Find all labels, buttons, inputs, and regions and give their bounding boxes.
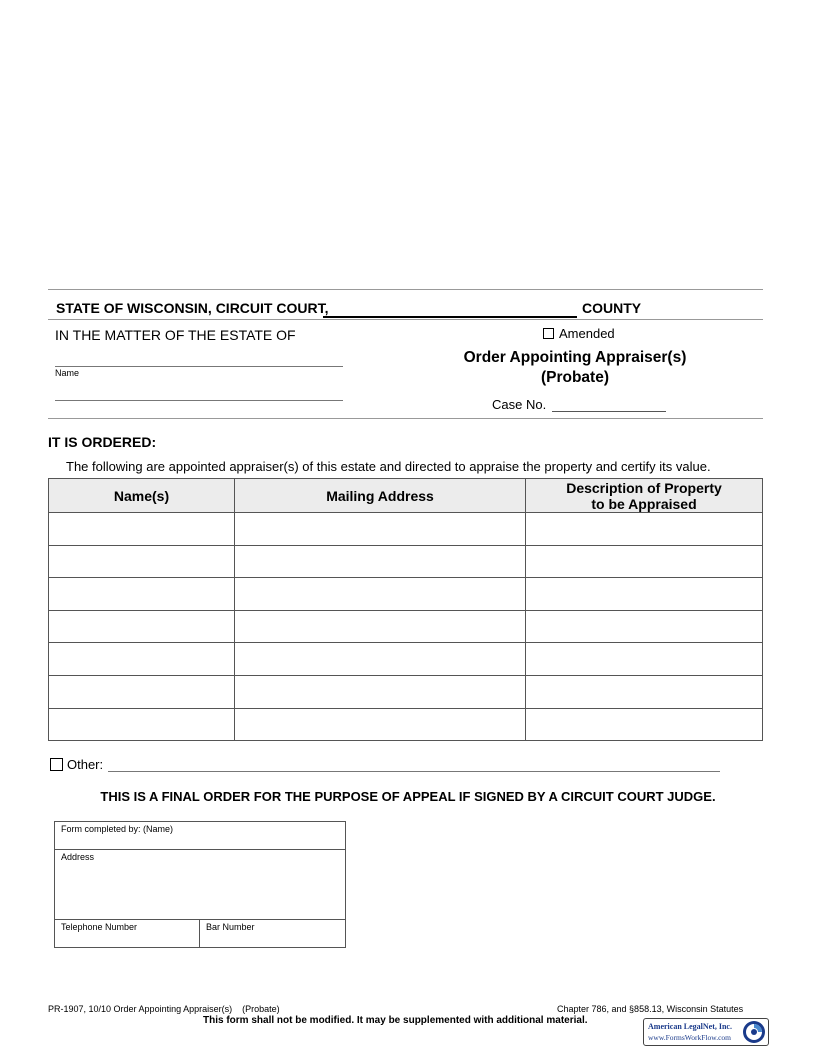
address-cell[interactable] xyxy=(235,513,526,546)
form-completed-by-label: Form completed by: (Name) xyxy=(61,824,174,834)
address-cell[interactable] xyxy=(235,578,526,611)
court-label: STATE OF WISCONSIN, CIRCUIT COURT, xyxy=(56,300,329,316)
bar-number-label: Bar Number xyxy=(206,922,255,932)
logo-company: American LegalNet, Inc. xyxy=(648,1022,732,1031)
name-cell[interactable] xyxy=(49,513,235,546)
description-cell[interactable] xyxy=(526,545,763,578)
col-header-names: Name(s) xyxy=(49,479,235,513)
table-row xyxy=(49,643,763,676)
name-cell[interactable] xyxy=(49,610,235,643)
form-title xyxy=(430,348,720,388)
completed-by-divider-2 xyxy=(55,919,345,920)
description-cell[interactable] xyxy=(526,513,763,546)
col-header-description-line1: Description of Property xyxy=(566,479,722,496)
table-row xyxy=(49,610,763,643)
completed-by-divider-3 xyxy=(199,919,200,947)
legalnet-logo xyxy=(643,1018,769,1046)
table-row xyxy=(49,675,763,708)
table-row xyxy=(49,545,763,578)
logo-emblem-icon xyxy=(742,1020,766,1044)
table-header-row xyxy=(49,479,763,513)
statutes: Chapter 786, and §858.13, Wisconsin Statutes xyxy=(557,1004,744,1014)
description-cell[interactable] xyxy=(526,643,763,676)
completed-by-box xyxy=(54,821,346,948)
address-cell[interactable] xyxy=(235,610,526,643)
order-statement: The following are appointed appraiser(s) of this estate and directed to appraise the property and certify its value. xyxy=(66,459,711,474)
description-cell[interactable] xyxy=(526,708,763,741)
name-cell[interactable] xyxy=(49,578,235,611)
other-checkbox[interactable] xyxy=(50,758,63,771)
completed-by-divider-1 xyxy=(55,849,345,850)
other-label: Other: xyxy=(67,757,104,772)
col-header-address: Mailing Address xyxy=(235,479,526,513)
amended-label: Amended xyxy=(559,326,615,341)
col-header-description xyxy=(526,479,763,513)
table-row xyxy=(49,513,763,546)
form-id: PR-1907, 10/10 Order Appointing Appraiser(s) (Probate) xyxy=(48,1004,280,1014)
form-title-line2: (Probate) xyxy=(540,369,610,386)
county-field[interactable] xyxy=(323,316,577,318)
caption-mid-rule xyxy=(48,319,763,320)
case-no-label: Case No. xyxy=(492,397,547,412)
table-row xyxy=(49,578,763,611)
name-cell[interactable] xyxy=(49,643,235,676)
description-cell[interactable] xyxy=(526,610,763,643)
estate-name-field[interactable] xyxy=(55,366,343,367)
estate-name-field-2[interactable] xyxy=(55,400,343,401)
caption-bottom-rule xyxy=(48,418,763,419)
amended-checkbox[interactable] xyxy=(543,328,554,339)
appraisers-table xyxy=(48,478,763,741)
final-order-notice: THIS IS A FINAL ORDER FOR THE PURPOSE OF APPEAL IF SIGNED BY A CIRCUIT COURT JUDGE. xyxy=(100,789,716,804)
description-cell[interactable] xyxy=(526,578,763,611)
form-title-line1: Order Appointing Appraiser(s) xyxy=(463,349,687,366)
other-field[interactable] xyxy=(108,771,720,772)
address-cell[interactable] xyxy=(235,675,526,708)
modification-notice: This form shall not be modified. It may be supplemented with additional material. xyxy=(203,1015,588,1026)
name-cell[interactable] xyxy=(49,545,235,578)
table-row xyxy=(49,708,763,741)
case-no-field[interactable] xyxy=(552,411,666,412)
description-cell[interactable] xyxy=(526,675,763,708)
ordered-heading: IT IS ORDERED: xyxy=(48,434,157,450)
address-cell[interactable] xyxy=(235,545,526,578)
name-label: Name xyxy=(55,368,80,378)
telephone-label: Telephone Number xyxy=(61,922,138,932)
address-label: Address xyxy=(61,852,95,862)
estate-matter-label: IN THE MATTER OF THE ESTATE OF xyxy=(55,327,296,343)
col-header-description-line2: to be Appraised xyxy=(591,495,697,512)
address-cell[interactable] xyxy=(235,643,526,676)
logo-url: www.FormsWorkFlow.com xyxy=(648,1033,732,1042)
caption-top-rule xyxy=(48,289,763,290)
county-label: COUNTY xyxy=(582,300,642,316)
name-cell[interactable] xyxy=(49,708,235,741)
name-cell[interactable] xyxy=(49,675,235,708)
address-cell[interactable] xyxy=(235,708,526,741)
